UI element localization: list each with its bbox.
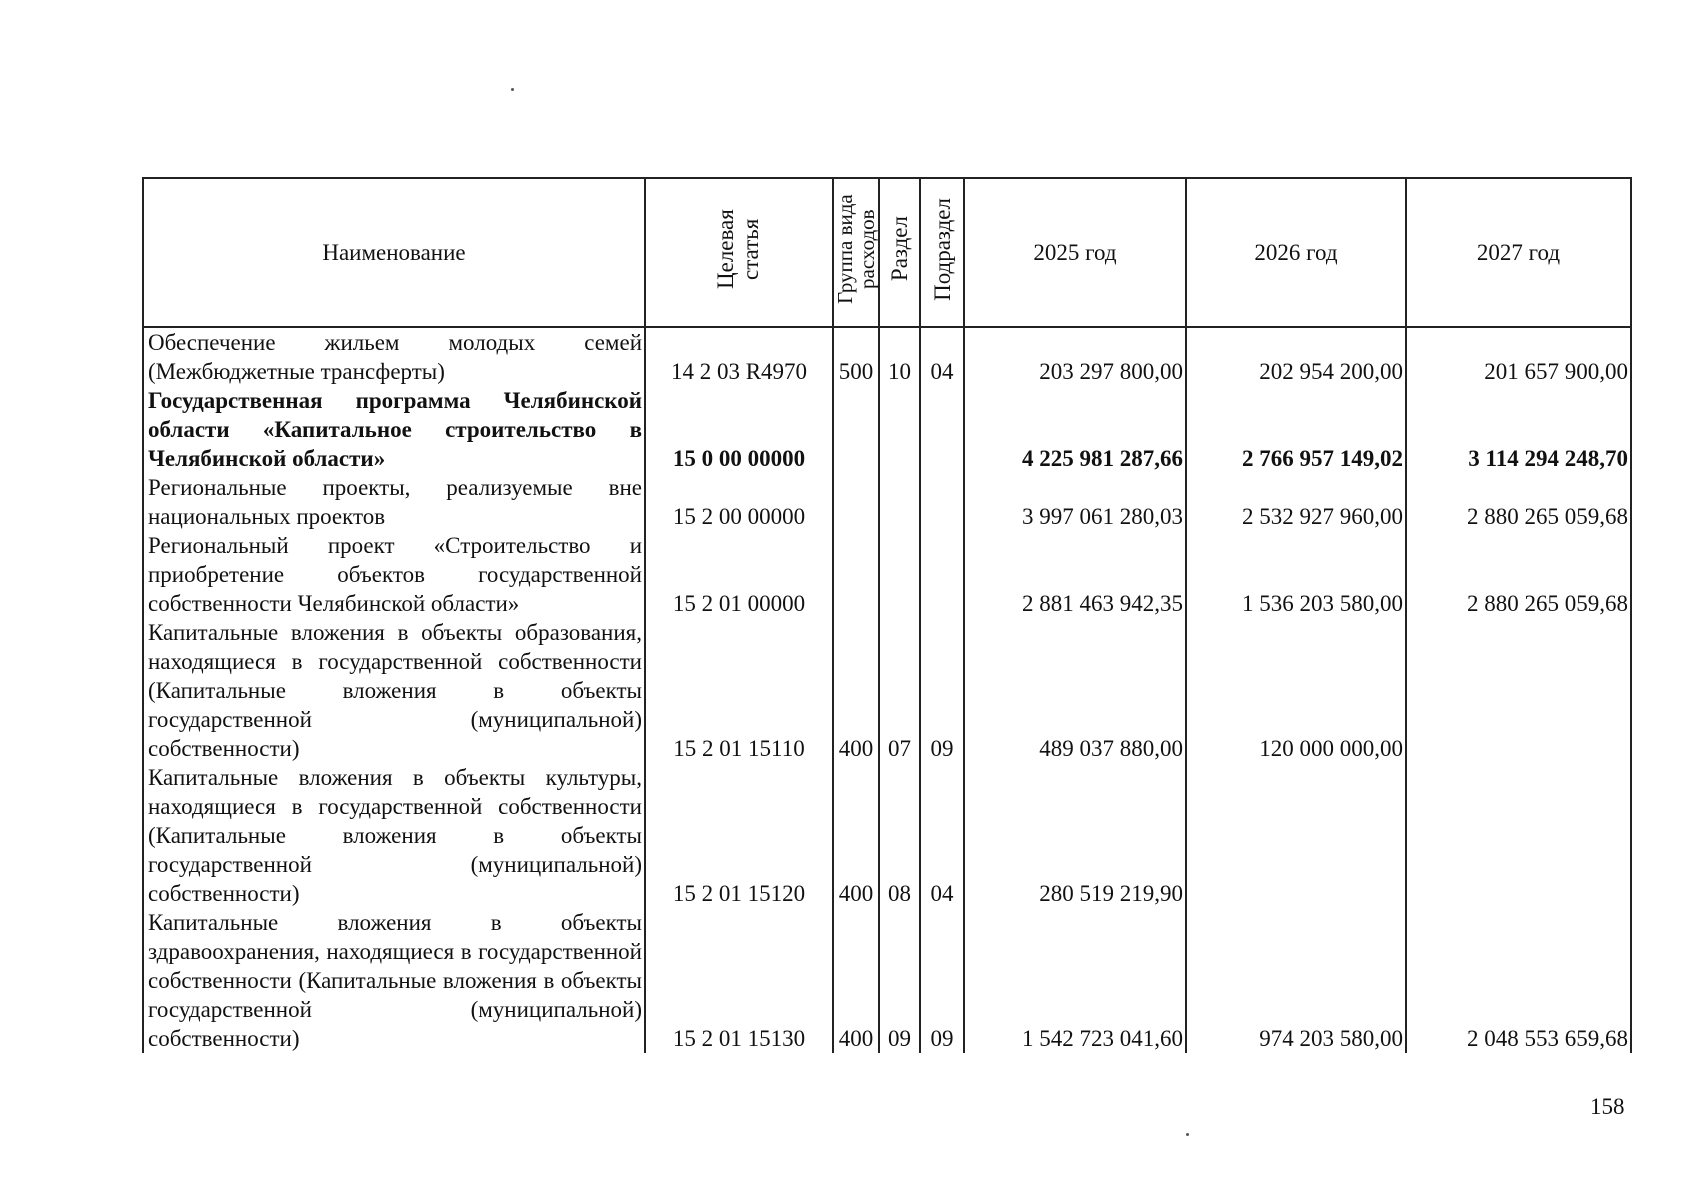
row-2026: 1 536 203 580,00: [1186, 531, 1406, 618]
header-subsection: [920, 178, 964, 327]
budget-table-container: [142, 177, 1630, 1075]
table-header: [143, 178, 1631, 327]
row-group: [833, 386, 879, 473]
row-section: 10: [879, 327, 920, 386]
table-row: [143, 386, 1631, 473]
header-section: [879, 178, 920, 327]
row-section: [879, 473, 920, 531]
table-row: [143, 327, 1631, 386]
budget-table: [142, 177, 1632, 1053]
row-subsection: 04: [920, 327, 964, 386]
row-group: 400: [833, 763, 879, 908]
row-group: [833, 531, 879, 618]
header-subsection-label: Подраздел: [929, 197, 955, 301]
header-year-2026: 2026 год: [1186, 178, 1406, 327]
row-section: [879, 386, 920, 473]
row-name: Обеспечение жильем молодых семей (Межбюджетные трансферты): [143, 327, 645, 386]
row-2026: [1186, 763, 1406, 908]
table-row: [143, 763, 1631, 908]
row-2027: 201 657 900,00: [1406, 327, 1631, 386]
row-article: 15 2 01 00000: [645, 531, 833, 618]
row-2025: 4 225 981 287,66: [964, 386, 1186, 473]
header-article: [645, 178, 833, 327]
row-2026: 2 766 957 149,02: [1186, 386, 1406, 473]
row-group: 500: [833, 327, 879, 386]
scan-speck: [1186, 1133, 1189, 1136]
row-2027: [1406, 763, 1631, 908]
row-name: Капитальные вложения в объекты образования, находящиеся в государственной собственности (Капитальные вложения в объекты государственной (муниципальной) собственности): [143, 618, 645, 763]
row-2027: 3 114 294 248,70: [1406, 386, 1631, 473]
row-subsection: 09: [920, 618, 964, 763]
row-name: Капитальные вложения в объекты здравоохранения, находящиеся в государственной собственности (Капитальные вложения в объекты государственной (муниципальной) собственности): [143, 908, 645, 1053]
row-section: [879, 531, 920, 618]
row-2025: 1 542 723 041,60: [964, 908, 1186, 1053]
row-subsection: [920, 386, 964, 473]
row-article: 15 2 00 00000: [645, 473, 833, 531]
row-section: 09: [879, 908, 920, 1053]
table-row: [143, 618, 1631, 763]
table-body: [143, 327, 1631, 1053]
row-article: 15 2 01 15130: [645, 908, 833, 1053]
row-name: Капитальные вложения в объекты культуры, находящиеся в государственной собственности (Капитальные вложения в объекты государственной (муниципальной) собственности): [143, 763, 645, 908]
table-row: [143, 473, 1631, 531]
page-number: 158: [1590, 1094, 1625, 1119]
row-article: 15 0 00 00000: [645, 386, 833, 473]
row-2025: 203 297 800,00: [964, 327, 1186, 386]
row-2025: 3 997 061 280,03: [964, 473, 1186, 531]
row-2026: 974 203 580,00: [1186, 908, 1406, 1053]
row-article: 15 2 01 15110: [645, 618, 833, 763]
row-section: 07: [879, 618, 920, 763]
table-row: [143, 531, 1631, 618]
header-year-2025: 2025 год: [964, 178, 1186, 327]
row-2025: 280 519 219,90: [964, 763, 1186, 908]
header-group: [833, 178, 879, 327]
row-2026: 2 532 927 960,00: [1186, 473, 1406, 531]
row-subsection: [920, 473, 964, 531]
row-2026: 202 954 200,00: [1186, 327, 1406, 386]
row-name: Государственная программа Челябинской области «Капитальное строительство в Челябинской области»: [143, 386, 645, 473]
row-2025: 2 881 463 942,35: [964, 531, 1186, 618]
header-article-label: Целевая статья: [713, 209, 763, 289]
scan-speck: [511, 88, 514, 91]
header-year-2027: 2027 год: [1406, 178, 1631, 327]
row-2025: 489 037 880,00: [964, 618, 1186, 763]
row-article: 14 2 03 R4970: [645, 327, 833, 386]
row-subsection: 04: [920, 763, 964, 908]
row-section: 08: [879, 763, 920, 908]
row-name: Региональные проекты, реализуемые вне национальных проектов: [143, 473, 645, 531]
header-name: Наименование: [143, 178, 645, 327]
row-group: [833, 473, 879, 531]
row-subsection: 09: [920, 908, 964, 1053]
row-subsection: [920, 531, 964, 618]
row-2027: 2 048 553 659,68: [1406, 908, 1631, 1053]
header-group-label: Группа вида расходов: [833, 194, 879, 304]
table-row: [143, 908, 1631, 1053]
header-section-label: Раздел: [887, 216, 912, 282]
row-name: Региональный проект «Строительство и приобретение объектов государственной собственности Челябинской области»: [143, 531, 645, 618]
row-2026: 120 000 000,00: [1186, 618, 1406, 763]
row-2027: 2 880 265 059,68: [1406, 531, 1631, 618]
row-group: 400: [833, 908, 879, 1053]
row-group: 400: [833, 618, 879, 763]
row-2027: 2 880 265 059,68: [1406, 473, 1631, 531]
row-article: 15 2 01 15120: [645, 763, 833, 908]
row-2027: [1406, 618, 1631, 763]
